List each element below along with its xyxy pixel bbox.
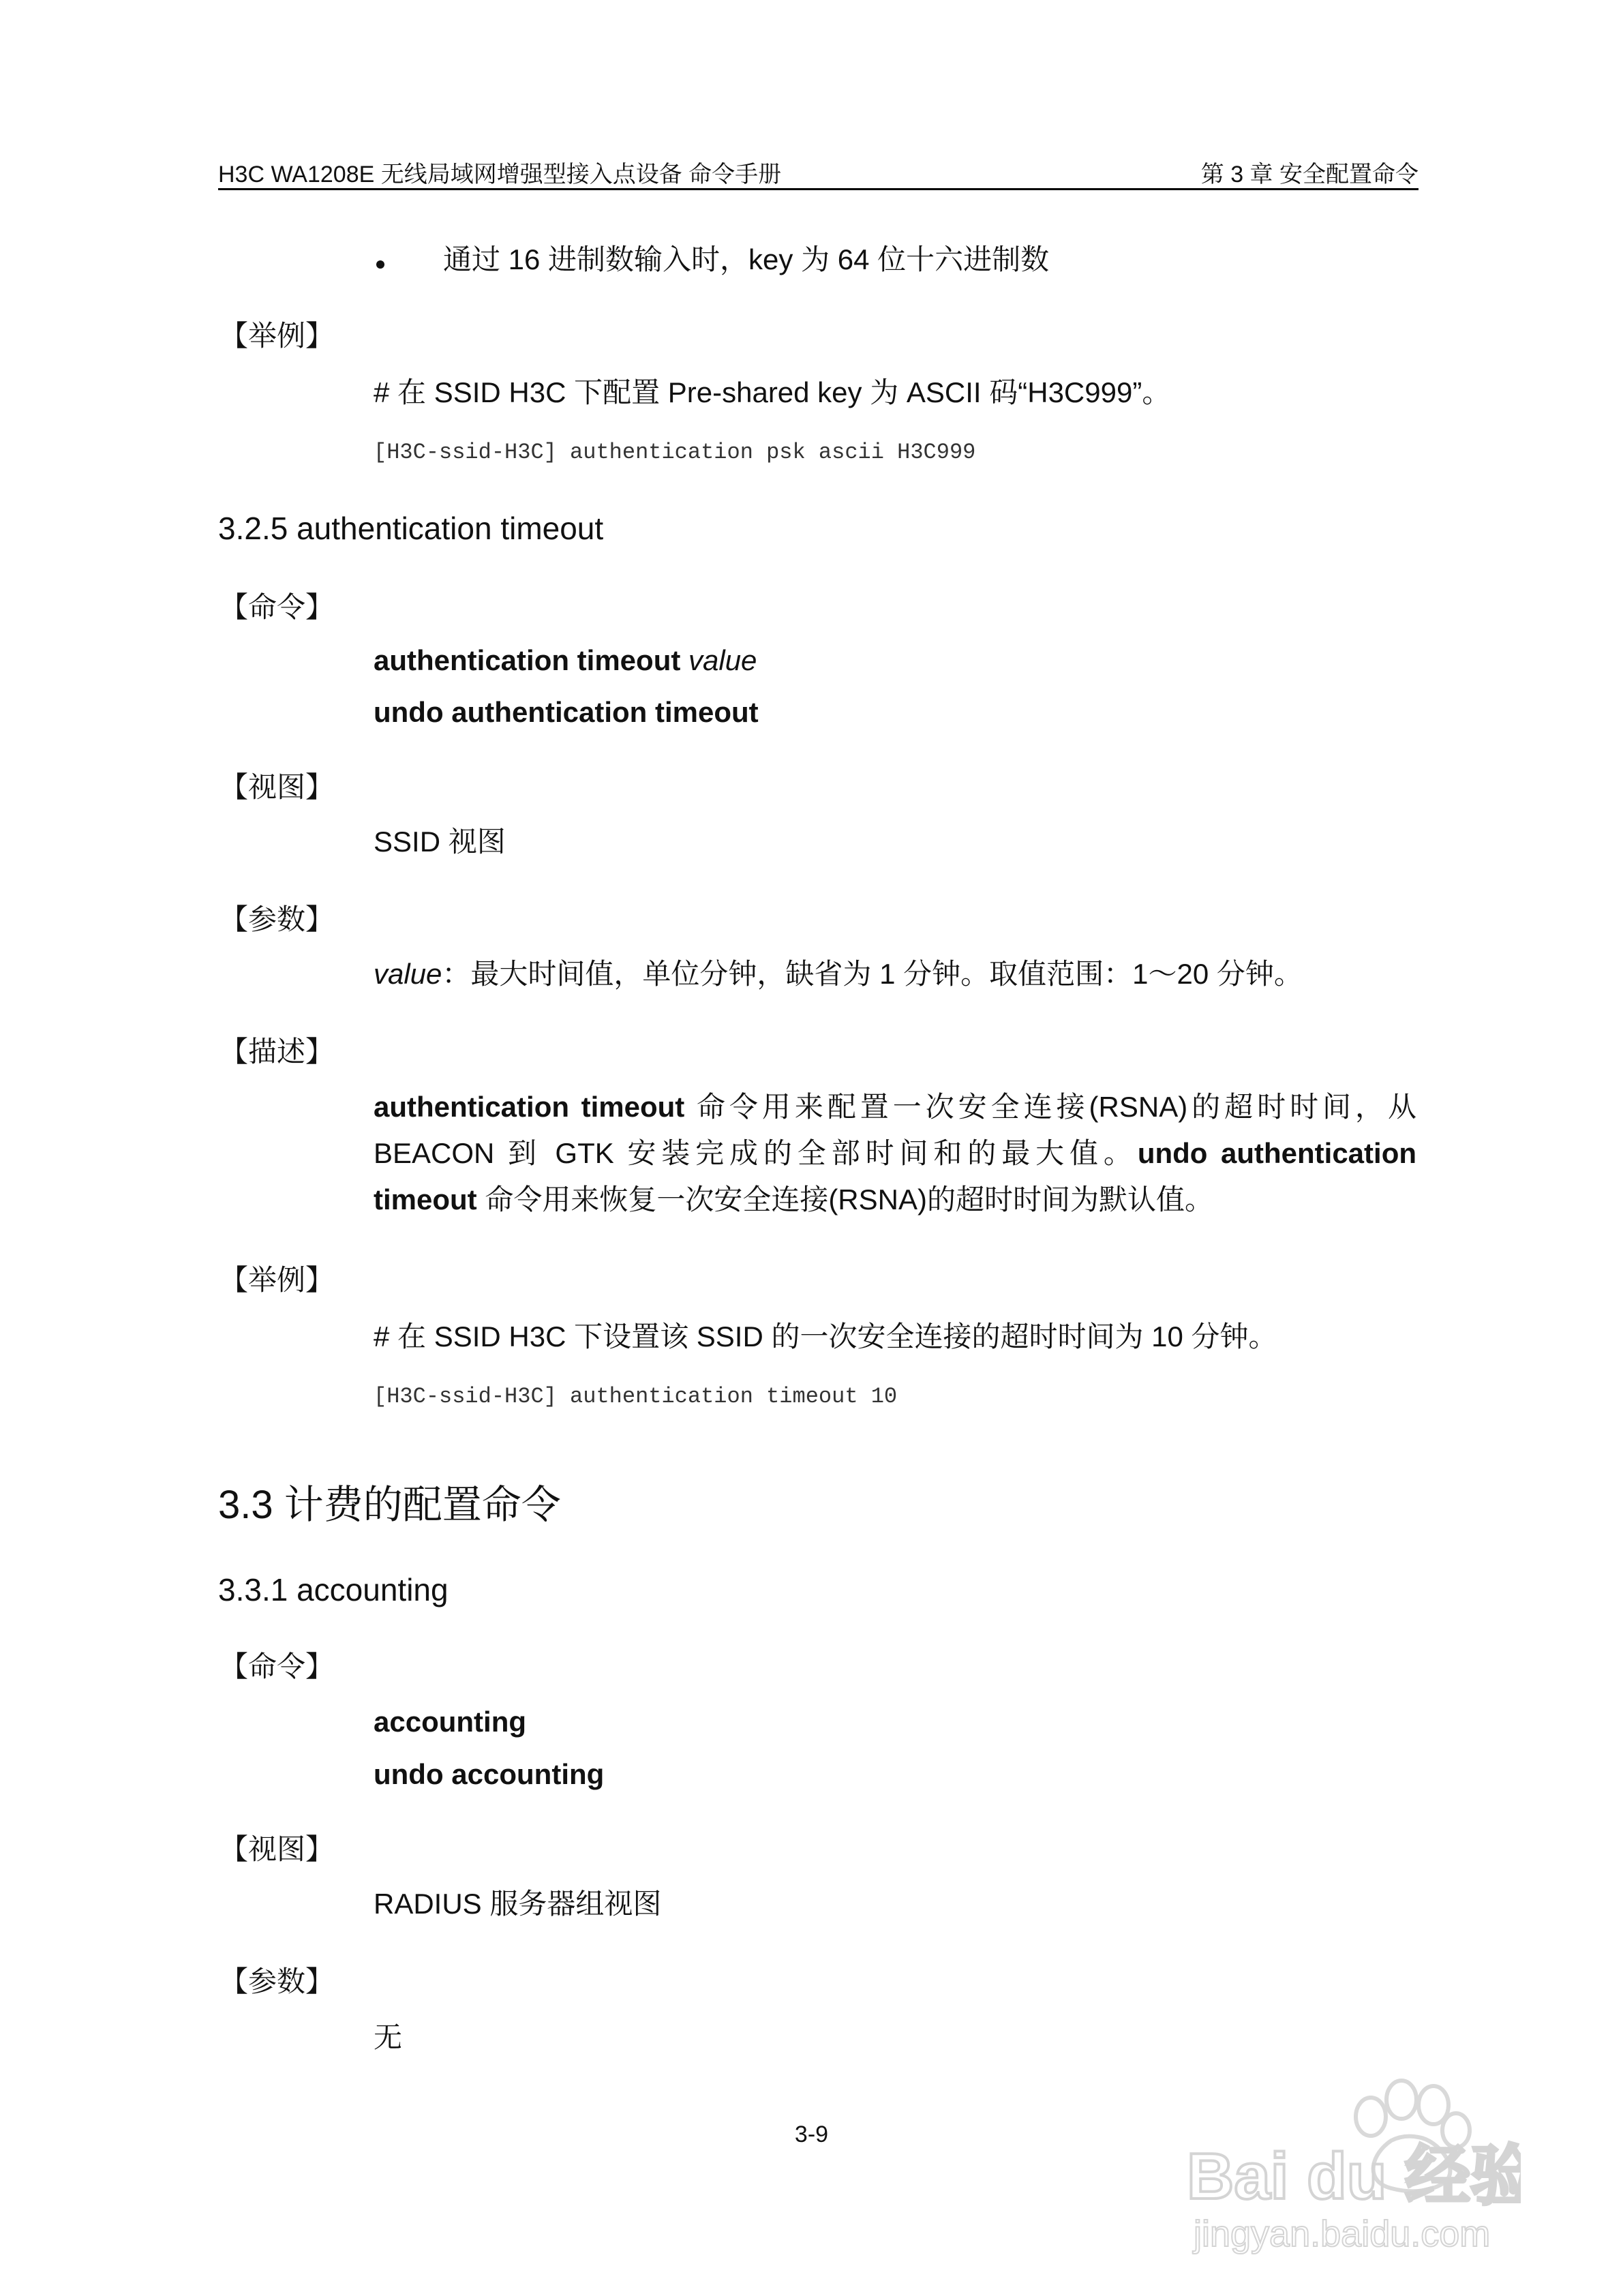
parameter-label: 【参数】 [219, 903, 335, 935]
example-description: # 在 SSID H3C 下配置 Pre-shared key 为 ASCII 码“H3C999”。 [374, 376, 1171, 408]
view-label: 【视图】 [219, 771, 335, 803]
bullet-text: 通过 16 进制数输入时，key 为 64 位十六进制数 [443, 243, 1050, 275]
bullet-dot [376, 260, 384, 269]
section-title-3-3-1: 3.3.1 accounting [218, 1572, 449, 1607]
header-rule [218, 188, 1419, 190]
watermark-brand: Bai du 经验 [1187, 2140, 1521, 2213]
description-paragraph [374, 1084, 1416, 1223]
view-text: RADIUS 服务器组视图 [374, 1888, 662, 1920]
description-text-1: 命令用来配置一次安全连接(RSNA)的超时时间，从 BEACON 到 GTK 安装完成的全部时间和的最大值。 [374, 1091, 1416, 1169]
parameter-text [374, 960, 1303, 988]
example-label: 【举例】 [219, 1264, 335, 1296]
example-label: 【举例】 [219, 320, 335, 352]
parameter-name: value [374, 958, 442, 990]
paw-icon [1166, 2052, 1521, 2256]
description-keyword-1: authentication timeout [374, 1091, 685, 1123]
command-label: 【命令】 [219, 591, 335, 623]
section-title-3-3: 3.3 计费的配置命令 [218, 1483, 561, 1527]
example-description: # 在 SSID H3C 下设置该 SSID 的一次安全连接的超时时间为 10 分钟。 [374, 1320, 1277, 1353]
command-label: 【命令】 [219, 1650, 335, 1682]
header-chapter: 第 3 章 安全配置命令 [1200, 162, 1419, 187]
command-keyword: authentication timeout [374, 644, 688, 676]
parameter-description: ：最大时间值，单位分钟，缺省为 1 分钟。取值范围：1～20 分钟。 [442, 958, 1303, 990]
example-code: [H3C-ssid-H3C] authentication psk ascii H3C999 [374, 440, 976, 465]
parameter-label: 【参数】 [219, 1965, 335, 1997]
view-text: SSID 视图 [374, 826, 506, 858]
description-label: 【描述】 [219, 1036, 335, 1068]
page-number: 3-9 [794, 2121, 829, 2147]
description-keyword-2: undo authentication timeout [374, 1137, 1417, 1215]
undo-command: undo accounting [374, 1758, 605, 1790]
command-syntax [374, 646, 757, 675]
command-argument: value [688, 644, 757, 676]
command-syntax: accounting [374, 1706, 527, 1738]
baidu-watermark [1166, 2052, 1521, 2256]
parameter-text: 无 [374, 2021, 403, 2053]
example-code: [H3C-ssid-H3C] authentication timeout 10 [374, 1384, 898, 1409]
undo-command: undo authentication timeout [374, 696, 759, 728]
description-text-2: 命令用来恢复一次安全连接(RSNA)的超时时间为默认值。 [476, 1183, 1213, 1215]
header-title: H3C WA1208E 无线局域网增强型接入点设备 命令手册 [218, 162, 782, 187]
view-label: 【视图】 [219, 1833, 335, 1865]
section-title-3-2-5: 3.2.5 authentication timeout [218, 511, 604, 546]
watermark-url: jingyan.baidu.com [1194, 2214, 1491, 2254]
